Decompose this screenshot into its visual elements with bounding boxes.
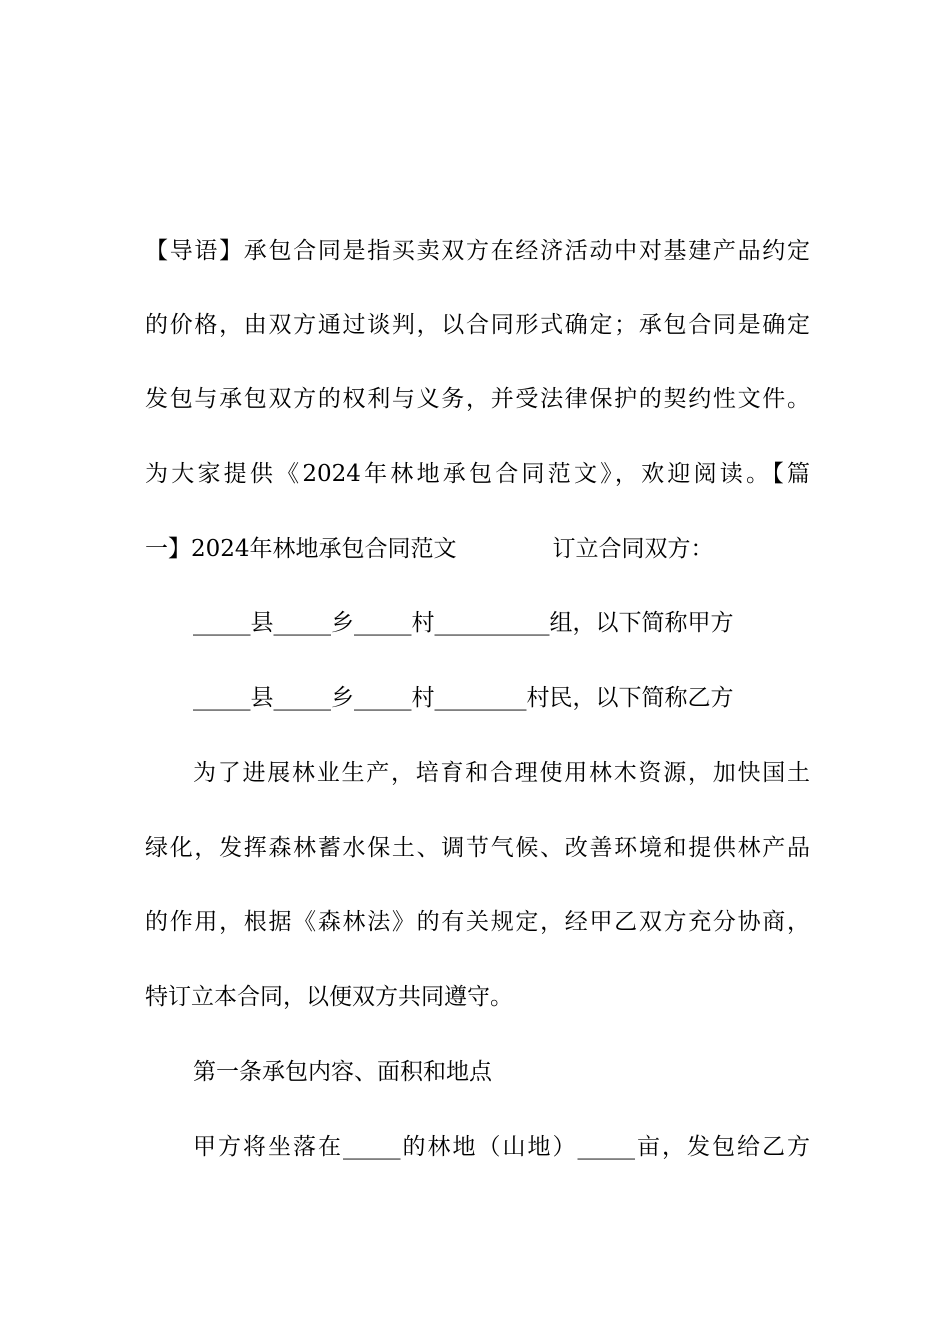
heading-line bbox=[145, 534, 810, 564]
paragraph-line: 特订立本合同，以便双方共同遵守。 bbox=[145, 984, 513, 1010]
paragraph-line: 为了进展林业生产，培育和合理使用林木资源，加快国土 bbox=[193, 760, 810, 786]
paragraph-line: 发包与承包双方的权利与义务，并受法律保护的契约性文件。 bbox=[145, 386, 810, 412]
paragraph-line: 的价格，由双方通过谈判，以合同形式确定；承包合同是确定 bbox=[145, 312, 810, 338]
party-b-line: _____县_____乡_____村________村民，以下简称乙方 bbox=[193, 685, 734, 711]
paragraph-line: 的作用，根据《森林法》的有关规定，经甲乙双方充分协商， bbox=[145, 909, 810, 935]
paragraph-line: 甲方将坐落在_____的林地（山地）_____亩，发包给乙方 bbox=[193, 1134, 810, 1160]
paragraph-line: 为大家提供《2024年林地承包合同范文》，欢迎阅读。【篇 bbox=[145, 461, 810, 487]
contract-parties-label: 订立合同双方： bbox=[552, 536, 714, 562]
party-a-line: _____县_____乡_____村__________组，以下简称甲方 bbox=[193, 610, 734, 636]
article-heading: 第一条承包内容、面积和地点 bbox=[193, 1059, 492, 1085]
paragraph-line: 绿化，发挥森林蓄水保土、调节气候、改善环境和提供林产品 bbox=[145, 835, 810, 861]
section-title: 一】2024年林地承包合同范文 bbox=[145, 536, 457, 562]
paragraph-line: 【导语】承包合同是指买卖双方在经济活动中对基建产品约定 bbox=[145, 238, 810, 264]
